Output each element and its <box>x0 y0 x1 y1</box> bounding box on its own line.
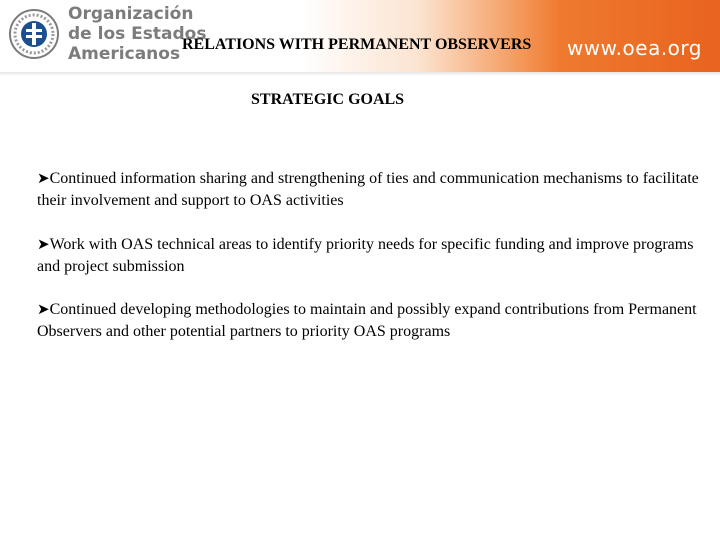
arrow-bullet-icon: ➤ <box>37 169 50 187</box>
org-name-line: Americanos <box>68 44 181 64</box>
goal-item <box>37 167 713 212</box>
org-name <box>68 4 206 64</box>
goal-item <box>37 298 713 343</box>
section-title: STRATEGIC GOALS <box>251 91 405 108</box>
website-url: www.oea.org <box>566 36 702 60</box>
page-title: RELATIONS WITH PERMANENT OBSERVERS <box>182 36 532 53</box>
org-name-line: Organización <box>68 4 194 24</box>
arrow-bullet-icon: ➤ <box>37 235 50 253</box>
org-name-line: de los Estados <box>68 24 207 44</box>
goal-text: Work with OAS technical areas to identify priority needs for specific funding and improve programs and project submission <box>37 236 694 275</box>
header-shadow <box>0 72 720 76</box>
oas-seal-logo <box>8 8 60 60</box>
goal-text: Continued developing methodologies to maintain and possibly expand contributions from Permanent Observers and other potential partners to priority OAS programs <box>37 301 697 340</box>
goal-text: Continued information sharing and strengthening of ties and communication mechanisms to facilitate their involvement and support to OAS activities <box>37 170 699 209</box>
goal-item <box>37 233 713 278</box>
arrow-bullet-icon: ➤ <box>37 300 50 318</box>
